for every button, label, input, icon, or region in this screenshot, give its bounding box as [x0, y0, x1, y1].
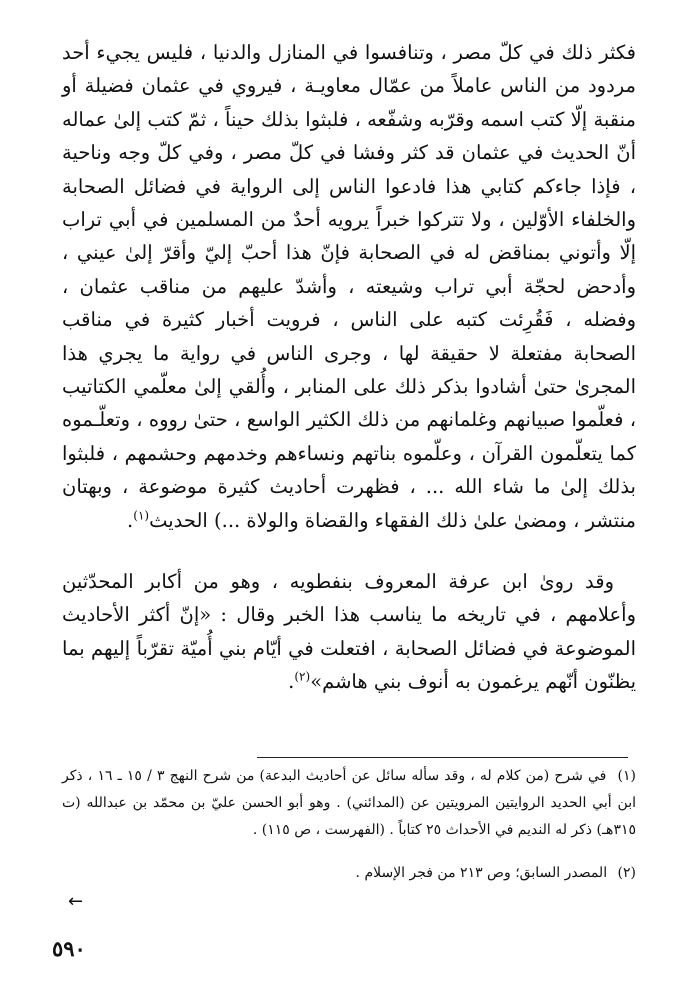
footnote-1-number: (١) — [617, 768, 637, 784]
paragraph-2-text: وقد روىٰ ابن عرفة المعروف بنفطويه ، وهو من أكابر المحدّثين وأعلامهم ، في تاريخه ما يناسب هذا الخبر وقال : «إنّ أكثر الأحاديث الموضوعة في فضائل الصحابة ، افتعلت في أيّام بني أُميّة تقرّباً إليهم بما يظنّون أنّهم يرغمون به أنوف بني هاشم» — [62, 570, 636, 694]
page-number: ٥٩٠ — [52, 936, 86, 961]
footnote-ref-2[interactable]: (٢) — [294, 669, 311, 684]
footnote-1-text: في شرح (من كلام له ، وقد سأله سائل عن أحاديث البدعة) من شرح النهج ٣ / ١٥ ـ ١٦ ، ذكر ابن أبي الحديد الروايتين المرويتين عن (المدائني) . وهو أبو الحسن عليّ بن محمّد بن عبدالله (ت ٣١٥هـ) ذكر له النديم في الأحداث ٢٥ كتاباً . (الفهرست ، ص ١١٥) . — [62, 768, 636, 838]
paragraph-2-end: . — [288, 670, 295, 694]
footnote-2 — [62, 860, 636, 887]
footnote-1 — [62, 763, 636, 844]
main-paragraph-2 — [62, 565, 636, 699]
footnote-2-number: (٢) — [617, 865, 636, 881]
paragraph-1-text: فكثر ذلك في كلّ مصر ، وتنافسوا في المنازل والدنيا ، فليس يجيء أحد مردود من الناس عاملاً من عمّال معاويـة ، فيروي في عثمان فضيلة أو منقبة إلّا كتب اسمه وقرّبه وشفّعه ، فلبثوا بذلك حيناً ، ثمّ كتب إلىٰ عماله أنّ الحديث في عثمان قد كثر وفشا في كلّ مصر ، وفي كلّ وجه وناحية ، فإذا جاءكم كتابي هذا فادعوا الناس إلى الرواية في فضائل الصحابة والخلفاء الأوّلين ، ولا تتركوا خبراً يرويه أحدٌ من المسلمين في أبي تراب إلّا وأتوني بمناقض له في الصحابة فإنّ هذا أحبّ إليّ وأقرّ إلىٰ عيني ، وأدحض لحجّة أبي تراب وشيعته ، وأشدّ عليهم من مناقب عثمان ، وفضله ، فَقُرِئت كتبه على الناس ، فرويت أخبار كثيرة في مناقب الصحابة مفتعلة لا حقيقة لها ، وجرى الناس في رواية ما يجري هذا المجرىٰ حتىٰ أشادوا بذكر ذلك على المنابر ، وأُلقي إلىٰ معلّمي الكتاتيب ، فعلّموا صبيانهم وغلمانهم من ذلك الكثير الواسع ، حتىٰ رووه ، وتعلّـموه كما يتعلّمون القرآن ، وعلّموه بناتهم ونساءهم وخدمهم وحشمهم ، فلبثوا بذلك إلىٰ ما شاء الله ... ، فظهرت أحاديث كثيرة موضوعة ، وبهتان منتشر ، ومضىٰ علىٰ ذلك الفقهاء والقضاة والولاة ...) الحديث — [62, 41, 637, 532]
main-paragraph-1 — [62, 36, 636, 537]
footnote-ref-1[interactable]: (١) — [133, 508, 150, 523]
footnote-separator — [257, 757, 628, 758]
paragraph-1-end: . — [127, 508, 134, 532]
footnote-2-text: المصدر السابق؛ وص ٢١٣ من فجر الإسلام . — [355, 865, 608, 881]
continuation-arrow-icon: ← — [68, 891, 84, 912]
